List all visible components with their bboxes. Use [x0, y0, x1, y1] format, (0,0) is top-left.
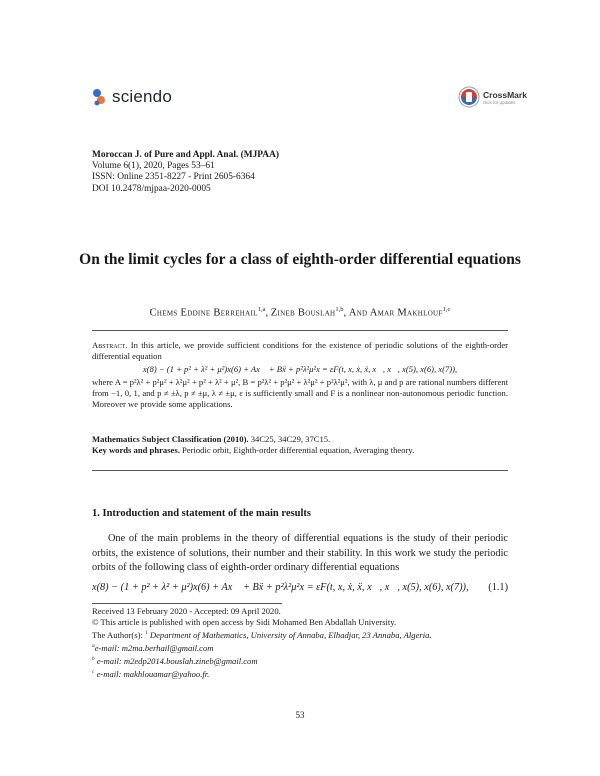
section-heading: 1. Introduction and statement of the main results [92, 508, 311, 519]
classification-block [92, 434, 508, 456]
authors-label: The Author(s): [92, 629, 145, 640]
email-a-line [92, 641, 512, 654]
author-list [60, 306, 540, 319]
crossmark-label: CrossMark [483, 89, 527, 100]
email-b[interactable]: e-mail: m2edp2014.bouslah.zineb@gmail.com [94, 655, 258, 666]
author-separator-and: , And [343, 307, 370, 319]
journal-info [92, 150, 279, 195]
journal-issn: ISSN: Online 2351-8227 - Print 2605-6364 [92, 172, 255, 183]
author-2: Zineb Bouslah [270, 307, 336, 319]
publisher-name: sciendo [112, 87, 172, 106]
affiliation-line [92, 628, 512, 641]
abstract [92, 340, 508, 410]
keywords-line [92, 445, 508, 456]
received-date: Received 13 February 2020 - Accepted: 09 April 2020. [92, 606, 281, 616]
equation-number: (1.1) [488, 582, 508, 593]
abstract-text-1: In this article, we provide sufficient conditions for the existence of periodic solutions of the eighth-order differential equation [92, 340, 508, 361]
keywords-value: Periodic orbit, Eighth-order differential equation, Averaging theory. [179, 445, 415, 455]
msc-label: Mathematics Subject Classification (2010). [92, 434, 249, 444]
license-note: © This article is published with open access by Sidi Mohamed Ben Abdallah University. [92, 617, 397, 627]
author-separator: , [265, 307, 271, 319]
email-a-sup: a [92, 642, 95, 649]
email-c-sup: c [92, 668, 95, 675]
abstract-label: Abstract. [92, 340, 128, 350]
author-1-affil: 1,a [257, 306, 266, 313]
abstract-text-2: where A = p²λ² + p²μ² + λ²μ² + p² + λ² + μ², B = p²λ² + p²μ² + λ²μ² + p²λ²μ², with λ, μ and p are rational numbers different from −1, 0, 1, and p ≠ ±λ, p ≠ ±μ, λ ≠ ±μ, ε is sufficiently small and F is a nonlinear non-autonomous periodic function. Moreover we provide some applications. [92, 377, 508, 409]
author-2-affil: 1,b [335, 306, 344, 313]
author-3: Amar Makhlouf [369, 307, 443, 319]
author-3-affil: 1,c [442, 306, 451, 313]
footnote-rule [92, 603, 282, 604]
body-paragraph: One of the main problems in the theory of differential equations is the study of their periodic orbits, the existence of solutions, their number and their stability. In this work we study the periodic orbits of the following class of eighth-order ordinary differential equations [92, 533, 508, 573]
email-c-line [92, 667, 512, 680]
crossmark-badge[interactable] [458, 86, 527, 108]
main-equation [92, 582, 508, 593]
footnotes [92, 606, 512, 679]
journal-name: Moroccan J. of Pure and Appl. Anal. (MJPAA) [92, 150, 279, 160]
department: Department of Mathematics, University of Annaba, Elhadjar, 23 Annaba, Algeria. [147, 629, 432, 640]
email-c[interactable]: e-mail: makhlouamar@yahoo.fr. [94, 668, 210, 679]
page-number: 53 [295, 710, 305, 720]
abstract-top-rule [92, 330, 508, 331]
email-b-sup: b [92, 655, 95, 662]
journal-doi[interactable]: DOI 10.2478/mjpaa-2020-0005 [92, 183, 211, 194]
main-equation-body: x(8) − (1 + p² + λ² + μ²)x(6) + Ax⃛ + Bẍ + p²λ²μ²x = εF(t, x, ẋ, ẍ, x⃛, x⃜, x(5), x(6), x(7)), [92, 582, 469, 593]
abstract-equation: x(8) − (1 + p² + λ² + μ²)x(6) + Ax⃛ + Bẍ + p²λ²μ²x = εF(t, x, ẋ, ẍ, x⃛, x⃜, x(5), x(6), x(7)), [142, 364, 458, 374]
msc-line [92, 434, 508, 445]
dept-sup: 1 [145, 630, 148, 636]
sciendo-logo-icon [92, 88, 106, 106]
publisher-logo [92, 86, 172, 108]
author-1: Chems Eddine Berrehail [149, 307, 258, 319]
journal-volume: Volume 6(1), 2020, Pages 53–61 [92, 161, 215, 172]
crossmark-sublabel: click for updates [483, 99, 516, 105]
email-b-line [92, 654, 512, 667]
paper-title: On the limit cycles for a class of eighth-order differential equations [79, 251, 521, 268]
msc-value: 34C25, 34C29, 37C15. [248, 434, 331, 444]
keywords-label: Key words and phrases. [92, 445, 180, 455]
email-a[interactable]: e-mail: m2ma.berhail@gmail.com [94, 642, 214, 653]
abstract-bottom-rule [92, 470, 508, 471]
crossmark-icon [458, 86, 480, 108]
